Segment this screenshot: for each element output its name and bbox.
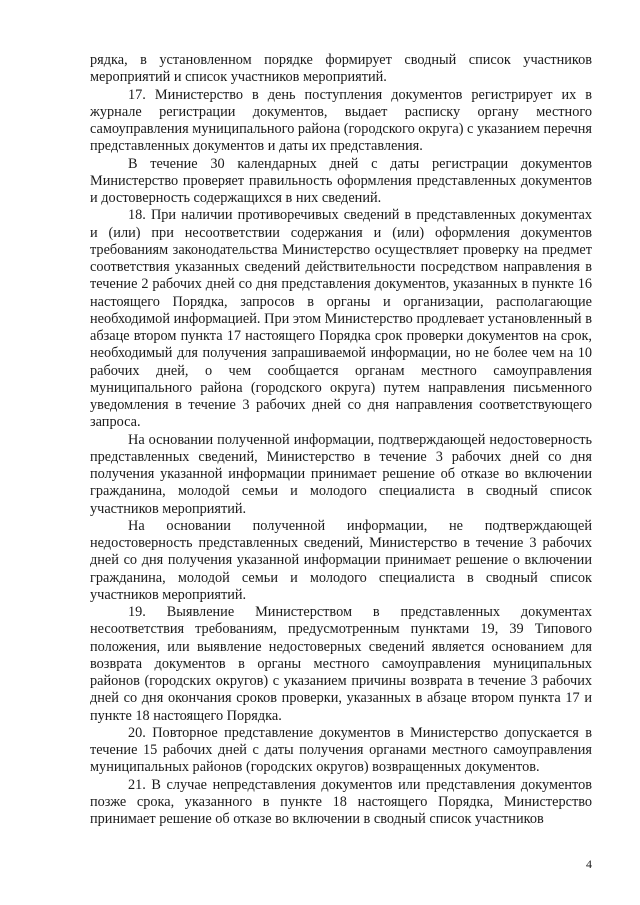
paragraph-19: 19. Выявление Министерством в представленных документах несоответствия требованиям, предусмотренным пунктами 19, 39 Типового положения, или выявление недостоверных сведений является основанием для возврата документов в органы местного самоуправления муниципальных районов (городских округов) с указанием причины возврата в течение 3 рабочих дней со дня окончания сроков проверки, указанных в абзаце втором пункта 17 и пункте 18 настоящего Порядка. [90, 604, 592, 724]
page-number: 4 [586, 857, 592, 871]
paragraph-17-part-2: В течение 30 календарных дней с даты регистрации документов Министерство проверяет правильность оформления представленных документов и достоверность содержащихся в них сведений. [90, 155, 592, 206]
paragraph-18-part-2: На основании полученной информации, подтверждающей недостоверность представленных сведений, Министерство в течение 3 рабочих дней со дня получения указанной информации принимает решение об отказе во включении гражданина, молодой семьи и молодого специалиста в сводный список участников мероприятий. [90, 431, 592, 517]
document-body [90, 52, 592, 828]
paragraph-continuation: рядка, в установленном порядке формирует сводный список участников мероприятий и список участников мероприятий. [90, 52, 592, 86]
paragraph-18: 18. При наличии противоречивых сведений в представленных документах и (или) при несоответствии содержания и (или) оформления документов требованиям законодательства Министерство осуществляет проверку на предмет соответствия указанных сведений действительности посредством направления в течение 2 рабочих дней со дня представления документов, указанных в пункте 16 настоящего Порядка, запросов в органы и организации, располагающие необходимой информацией. При этом Министерство продлевает установленный в абзаце втором пункта 17 настоящего Порядка срок проверки документов на срок, необходимый для получения запрашиваемой информации, но не более чем на 10 рабочих дней, о чем сообщается органам местного самоуправления муниципального района (городского округа) путем направления письменного уведомления в течение 3 рабочих дней со дня направления соответствующего запроса. [90, 207, 592, 431]
paragraph-18-part-3: На основании полученной информации, не подтверждающей недостоверность представленных сведений, Министерство в течение 3 рабочих дней со дня получения указанной информации принимает решение о включении гражданина, молодой семьи и молодого специалиста в сводный список участников мероприятий. [90, 517, 592, 603]
paragraph-20: 20. Повторное представление документов в Министерство допускается в течение 15 рабочих дней с даты получения органами местного самоуправления муниципальных районов (городских округов) возвращенных документов. [90, 724, 592, 776]
paragraph-17: 17. Министерство в день поступления документов регистрирует их в журнале регистрации документов, выдает расписку органу местного самоуправления муниципального района (городского округа) с указанием перечня представленных документов и даты их представления. [90, 86, 593, 155]
paragraph-21: 21. В случае непредставления документов или представления документов позже срока, указанного в пункте 18 настоящего Порядка, Министерство принимает решение об отказе во включении в сводный список участников [90, 776, 592, 827]
